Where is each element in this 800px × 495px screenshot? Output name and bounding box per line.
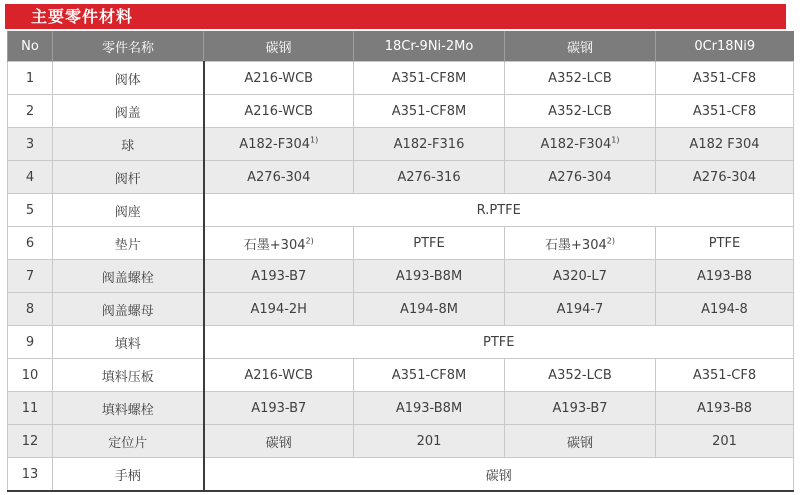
material-value: A193-B8M	[354, 260, 505, 293]
material-value: A194-8	[656, 293, 794, 326]
material-value: A193-B8	[656, 260, 794, 293]
table-row	[8, 128, 794, 161]
material-value: PTFE	[354, 227, 505, 260]
header-row	[8, 31, 794, 62]
material-value: A351-CF8M	[354, 95, 505, 128]
material-value: A182-F316	[354, 128, 505, 161]
row-number: 3	[8, 128, 53, 161]
material-value: A276-304	[505, 161, 656, 194]
material-value: 碳钢	[204, 425, 354, 458]
material-value: A216-WCB	[204, 359, 354, 392]
table-row	[8, 392, 794, 425]
part-name: 阀座	[53, 194, 204, 227]
table-row	[8, 260, 794, 293]
section-title-bar	[5, 4, 786, 29]
material-value: A352-LCB	[505, 95, 656, 128]
header-material-2: 18Cr-9Ni-2Mo	[354, 31, 505, 62]
material-value: A182 F304	[656, 128, 794, 161]
material-value: A352-LCB	[505, 359, 656, 392]
header-part-name: 零件名称	[53, 31, 204, 62]
row-number: 5	[8, 194, 53, 227]
section-title: 主要零件材料	[31, 7, 134, 26]
table-row	[8, 359, 794, 392]
part-name: 填料螺栓	[53, 392, 204, 425]
table-row	[8, 194, 794, 227]
table-row	[8, 62, 794, 95]
row-number: 9	[8, 326, 53, 359]
table-row	[8, 425, 794, 458]
row-number: 8	[8, 293, 53, 326]
material-value: A193-B8	[656, 392, 794, 425]
row-number: 11	[8, 392, 53, 425]
material-value: A194-7	[505, 293, 656, 326]
row-number: 12	[8, 425, 53, 458]
header-material-1: 碳钢	[204, 31, 354, 62]
material-value: A352-LCB	[505, 62, 656, 95]
material-value: A351-CF8	[656, 95, 794, 128]
part-name: 手柄	[53, 458, 204, 492]
material-value: A216-WCB	[204, 95, 354, 128]
material-value-merged: 碳钢	[204, 458, 794, 492]
material-value: 201	[354, 425, 505, 458]
material-value: A193-B7	[204, 260, 354, 293]
material-value: A193-B8M	[354, 392, 505, 425]
footnote-marker: 2)	[305, 236, 314, 246]
part-name: 定位片	[53, 425, 204, 458]
material-value: A216-WCB	[204, 62, 354, 95]
material-value-merged: R.PTFE	[204, 194, 794, 227]
header-material-3: 碳钢	[505, 31, 656, 62]
material-value: A193-B7	[204, 392, 354, 425]
row-number: 7	[8, 260, 53, 293]
part-name: 阀盖螺栓	[53, 260, 204, 293]
material-value: A351-CF8	[656, 62, 794, 95]
table-row	[8, 95, 794, 128]
material-value: 碳钢	[505, 425, 656, 458]
footnote-marker: 2)	[606, 236, 615, 246]
material-value: A276-316	[354, 161, 505, 194]
table-row	[8, 161, 794, 194]
header-no: No	[8, 31, 53, 62]
material-value-merged: PTFE	[204, 326, 794, 359]
material-value: 石墨$+304^{2)}$	[505, 227, 656, 260]
part-name: 阀盖螺母	[53, 293, 204, 326]
material-value: PTFE	[656, 227, 794, 260]
material-value: 201	[656, 425, 794, 458]
material-value: A351-CF8M	[354, 359, 505, 392]
part-name: 球	[53, 128, 204, 161]
material-value: A182-F304$^{1)}$	[505, 128, 656, 161]
part-name: 阀体	[53, 62, 204, 95]
part-name: 阀杆	[53, 161, 204, 194]
table-row	[8, 227, 794, 260]
header-material-4: 0Cr18Ni9	[656, 31, 794, 62]
table-header	[8, 31, 794, 62]
material-value: 石墨$+304^{2)}$	[204, 227, 354, 260]
part-name: 垫片	[53, 227, 204, 260]
footnote-marker: 1)	[611, 135, 620, 145]
part-name: 阀盖	[53, 95, 204, 128]
material-value: A194-2H	[204, 293, 354, 326]
row-number: 6	[8, 227, 53, 260]
part-name: 填料	[53, 326, 204, 359]
table-body	[8, 62, 794, 492]
material-value: A351-CF8	[656, 359, 794, 392]
part-name: 填料压板	[53, 359, 204, 392]
footnote-marker: 1)	[309, 135, 319, 145]
table-row	[8, 293, 794, 326]
material-value: A351-CF8M	[354, 62, 505, 95]
material-value: A320-L7	[505, 260, 656, 293]
row-number: 13	[8, 458, 53, 492]
row-number: 4	[8, 161, 53, 194]
material-value: A276-304	[204, 161, 354, 194]
table-row	[8, 458, 794, 492]
row-number: 2	[8, 95, 53, 128]
material-value: A194-8M	[354, 293, 505, 326]
material-value: A276-304	[656, 161, 794, 194]
material-value: A193-B7	[505, 392, 656, 425]
materials-table	[7, 31, 794, 492]
row-number: 10	[8, 359, 53, 392]
table-row	[8, 326, 794, 359]
material-value: A182-F304$^{1)}$	[204, 128, 354, 161]
row-number: 1	[8, 62, 53, 95]
